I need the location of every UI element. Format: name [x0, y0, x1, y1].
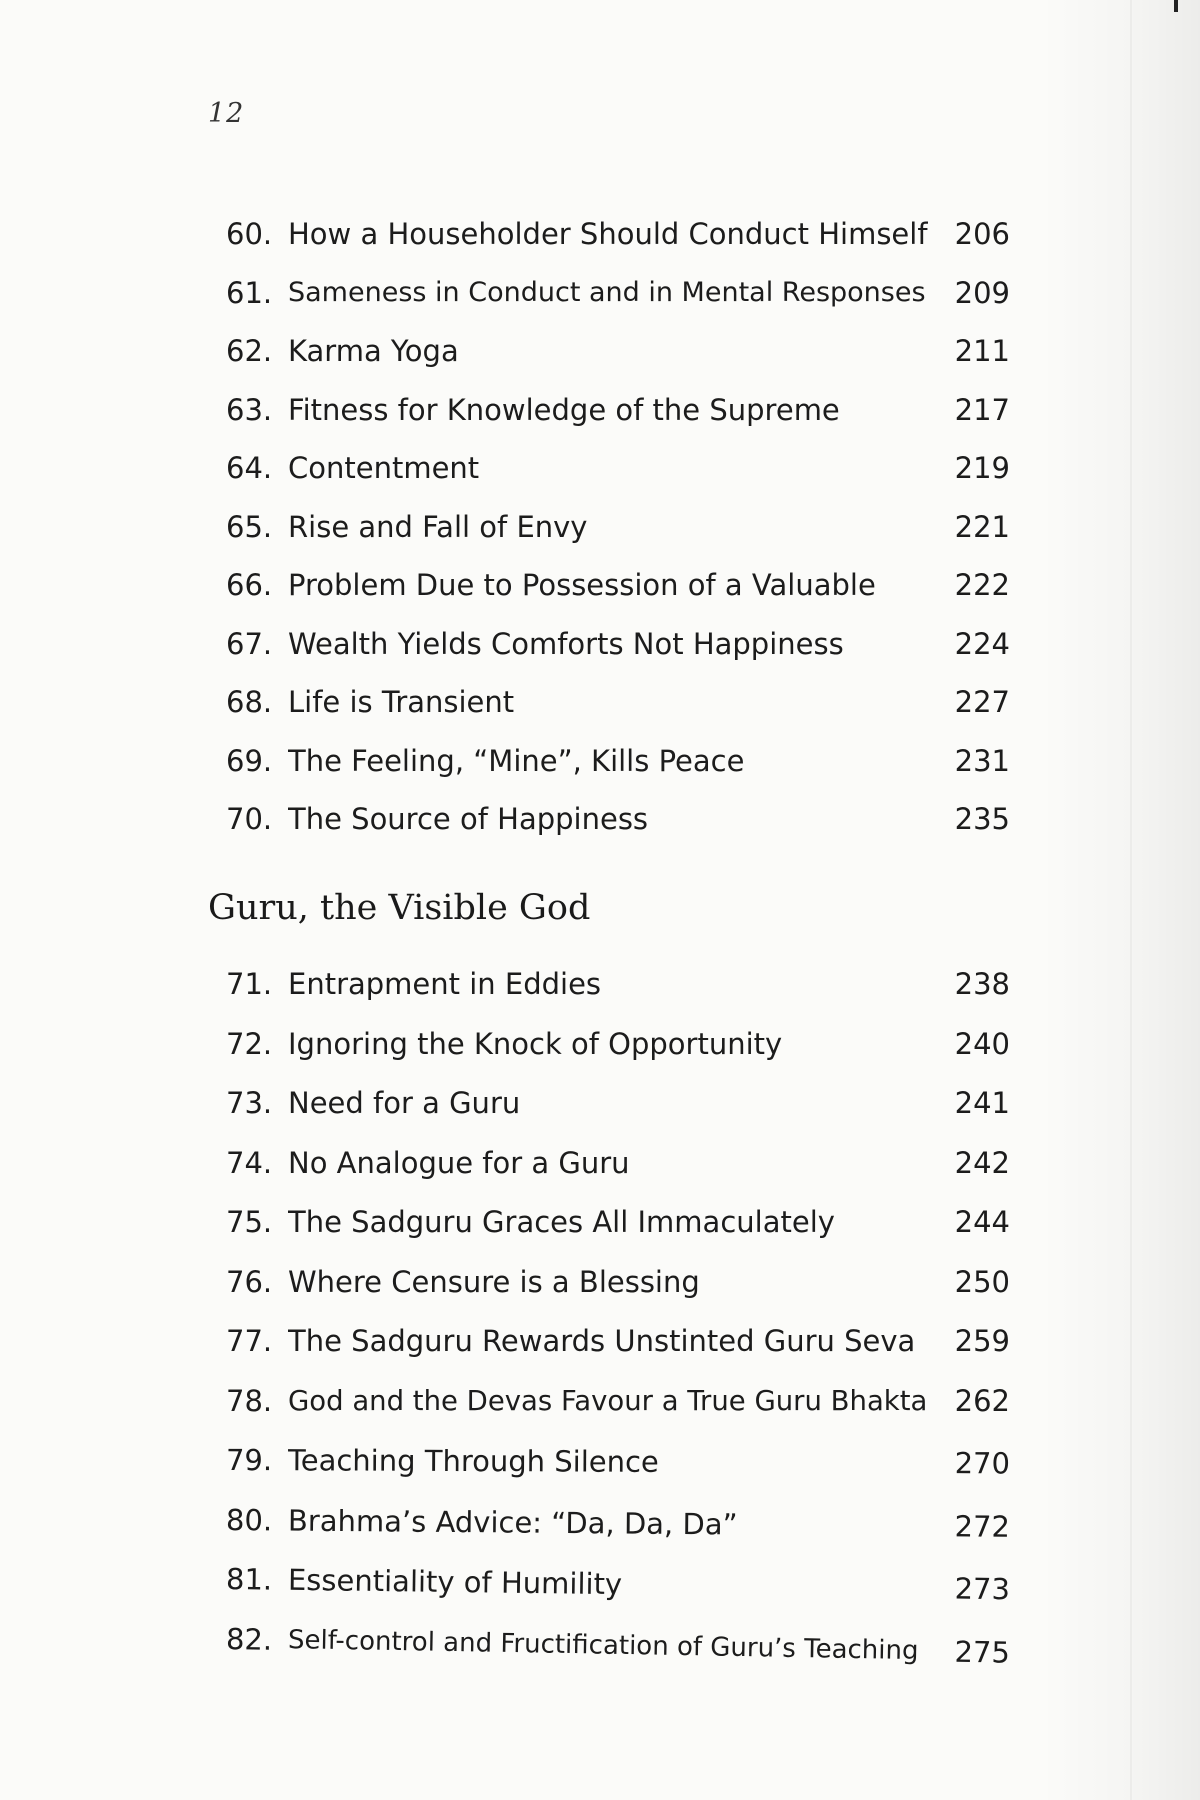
entry-title: Wealth Yields Comforts Not Happiness: [288, 626, 844, 661]
entry-number: 67.: [226, 626, 273, 661]
toc-entry: [226, 1319, 1010, 1363]
toc-entry: [226, 446, 1010, 490]
entry-number: 62.: [226, 334, 273, 368]
entry-number: 78.: [226, 1383, 273, 1418]
entry-page-number: 221: [954, 509, 1010, 544]
entry-title: How a Householder Should Conduct Himself: [288, 217, 928, 251]
entry-title: Life is Transient: [288, 685, 515, 719]
entry-title: Karma Yoga: [288, 334, 459, 368]
entry-page-number: 224: [954, 626, 1010, 661]
entry-title: No Analogue for a Guru: [288, 1145, 630, 1180]
entry-page-number: 209: [954, 275, 1010, 310]
toc-entry: [226, 1081, 1010, 1125]
entry-title: The Sadguru Rewards Unstinted Guru Seva: [288, 1324, 916, 1358]
entry-number: 61.: [226, 275, 273, 310]
entry-page-number: 227: [954, 685, 1010, 719]
entry-page-number: 259: [954, 1324, 1010, 1358]
toc-entry: [226, 1141, 1010, 1185]
entry-title: Entrapment in Eddies: [288, 967, 602, 1001]
toc-entry: [226, 1379, 1010, 1423]
toc-entry: [226, 1498, 1010, 1549]
entry-title: Brahma’s Advice: “Da, Da, Da”: [287, 1503, 738, 1541]
toc-entry: [226, 1200, 1010, 1244]
entry-title: Teaching Through Silence: [287, 1443, 659, 1479]
toc-entry: [226, 1438, 1010, 1485]
entry-title: Contentment: [288, 451, 480, 485]
entry-page-number: 250: [954, 1264, 1010, 1299]
entry-number: 69.: [226, 743, 273, 778]
entry-number: 73.: [226, 1086, 273, 1120]
entry-page-number: 219: [954, 451, 1010, 485]
entry-page-number: 262: [954, 1383, 1010, 1418]
entry-title: Sameness in Conduct and in Mental Responses: [288, 276, 926, 308]
entry-page-number: 270: [954, 1446, 1011, 1481]
entry-number: 80.: [225, 1502, 273, 1537]
entry-number: 76.: [226, 1264, 273, 1299]
entry-number: 70.: [226, 802, 273, 836]
entry-number: 63.: [226, 392, 273, 427]
toc-entry: [226, 1022, 1010, 1066]
toc-entry: [226, 1617, 1011, 1675]
entry-page-number: 222: [954, 568, 1010, 602]
entry-title: Essentiality of Humility: [287, 1562, 623, 1602]
toc-entry: [226, 622, 1010, 666]
toc-entry: [226, 271, 1010, 315]
entry-number: 72.: [226, 1026, 273, 1061]
entry-number: 75.: [226, 1205, 273, 1239]
toc-entry: [226, 563, 1010, 607]
entry-title: Need for a Guru: [288, 1086, 521, 1120]
section-heading: Guru, the Visible God: [208, 888, 591, 928]
entry-page-number: 275: [954, 1634, 1011, 1670]
toc-entry: [226, 962, 1010, 1006]
entry-page-number: 231: [954, 743, 1010, 778]
entry-number: 79.: [225, 1443, 273, 1478]
entry-number: 64.: [226, 451, 273, 485]
entry-number: 74.: [226, 1145, 273, 1180]
entry-title: The Feeling, “Mine”, Kills Peace: [288, 743, 745, 778]
entry-page-number: 206: [954, 217, 1010, 251]
entry-title: Self-control and Fructification of Guru’s Teaching: [287, 1624, 919, 1666]
toc-entry: [226, 739, 1010, 783]
page-number: 12: [208, 98, 245, 129]
entry-page-number: 211: [954, 334, 1010, 368]
entry-number: 60.: [226, 217, 273, 251]
entry-number: 66.: [226, 568, 273, 602]
entry-title: The Source of Happiness: [288, 802, 649, 836]
entry-title: Ignoring the Knock of Opportunity: [288, 1026, 783, 1061]
entry-title: God and the Devas Favour a True Guru Bhakta: [288, 1384, 928, 1417]
entry-page-number: 244: [954, 1205, 1010, 1239]
entry-page-number: 241: [954, 1086, 1010, 1120]
entry-page-number: 235: [954, 802, 1010, 836]
toc-entry: [226, 505, 1010, 549]
entry-number: 71.: [226, 967, 273, 1001]
entry-page-number: 240: [954, 1026, 1010, 1061]
entry-number: 65.: [226, 509, 273, 544]
toc-entry: [226, 680, 1010, 724]
entry-page-number: 238: [954, 967, 1010, 1001]
entry-title: Problem Due to Possession of a Valuable: [288, 568, 876, 602]
entry-page-number: 273: [954, 1571, 1011, 1607]
entry-number: 77.: [226, 1324, 273, 1358]
toc-entry: [226, 388, 1010, 432]
toc-entry: [226, 1260, 1010, 1304]
entry-number: 82.: [225, 1621, 273, 1657]
entry-title: The Sadguru Graces All Immaculately: [288, 1205, 835, 1239]
entry-title: Fitness for Knowledge of the Supreme: [288, 392, 840, 427]
entry-page-number: 242: [954, 1145, 1010, 1180]
entry-title: Where Censure is a Blessing: [288, 1264, 700, 1299]
entry-title: Rise and Fall of Envy: [288, 509, 588, 544]
toc-entry: [226, 1557, 1011, 1611]
toc-entry: [226, 797, 1010, 841]
entry-number: 68.: [226, 685, 273, 719]
toc-entry: [226, 212, 1010, 256]
toc-entry: [226, 329, 1010, 373]
entry-number: 81.: [225, 1562, 273, 1597]
entry-page-number: 272: [954, 1508, 1011, 1544]
entry-page-number: 217: [954, 392, 1010, 427]
